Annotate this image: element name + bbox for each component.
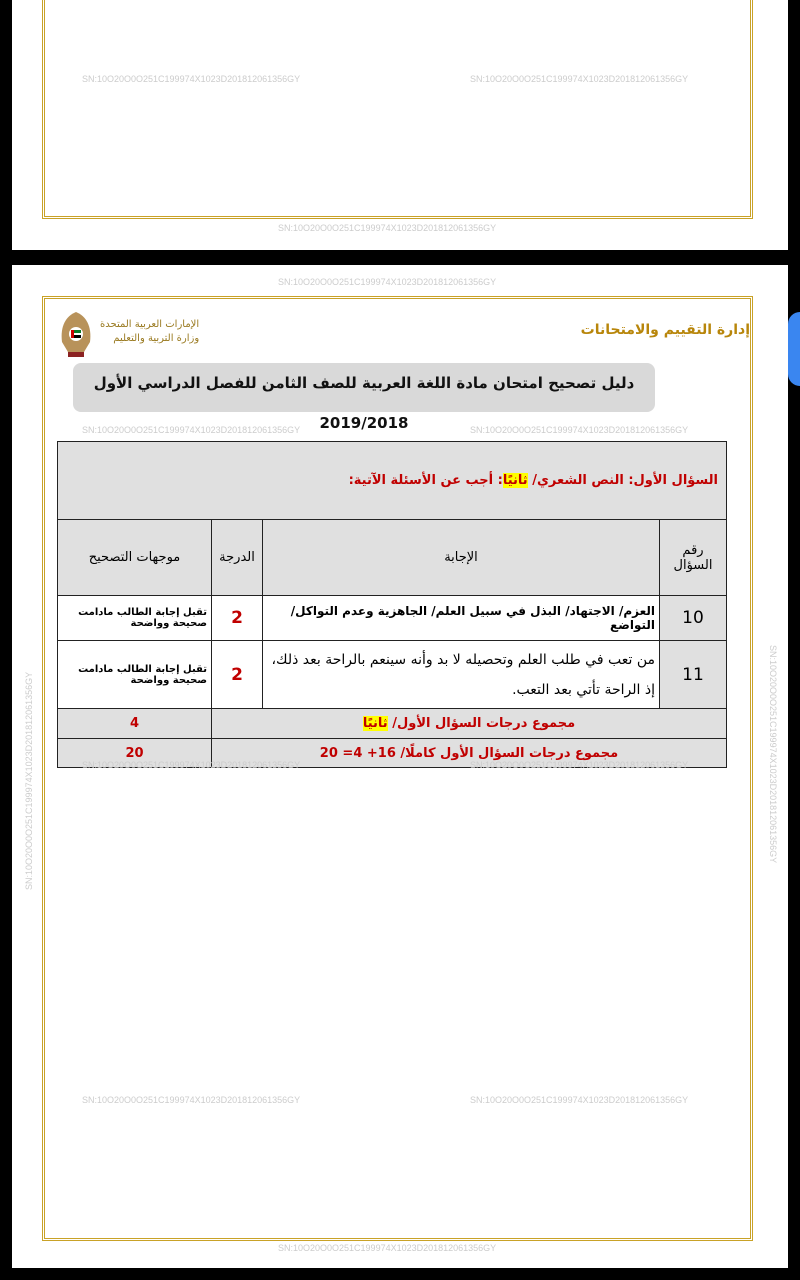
watermark: SN:10O20O0O251C199974X1023D201812061356GY bbox=[470, 1095, 689, 1105]
watermark: SN:10O20O0O251C199974X1023D201812061356GY bbox=[278, 277, 497, 287]
watermark: SN:10O20O0O251C199974X1023D201812061356GY bbox=[470, 760, 689, 770]
total-value: 20 bbox=[58, 739, 212, 768]
header-notes: موجهات التصحيح bbox=[58, 520, 212, 596]
question-number: 11 bbox=[660, 641, 727, 709]
answer-text: من تعب في طلب العلم وتحصيله لا بد وأنه سينعم بالراحة بعد ذلك، إذ الراحة تأتي بعد التعب. bbox=[263, 641, 660, 709]
total-label: مجموع درجات السؤال الأول كاملًا/ 16+ 4= 20 bbox=[212, 739, 727, 768]
watermark: SN:10O20O0O251C199974X1023D201812061356GY bbox=[82, 760, 301, 770]
side-scroll-handle[interactable] bbox=[788, 312, 800, 386]
subtotal-row bbox=[58, 709, 727, 739]
document-title: دليل تصحيح امتحان مادة اللغة العربية للصف الثامن للفصل الدراسي الأول 2019/2018 bbox=[73, 363, 655, 412]
watermark: SN:10O20O0O251C199974X1023D201812061356GY bbox=[82, 425, 301, 435]
grade-value: 2 bbox=[212, 641, 263, 709]
subtotal-highlight: ثانيًا bbox=[362, 716, 388, 731]
org-line-2: وزارة التربية والتعليم bbox=[113, 333, 200, 344]
uae-emblem-icon bbox=[58, 308, 94, 360]
answer-key-table bbox=[57, 441, 727, 768]
section-row bbox=[58, 442, 727, 520]
subtotal-value: 4 bbox=[58, 709, 212, 739]
watermark: SN:10O20O0O251C199974X1023D201812061356GY bbox=[82, 1095, 301, 1105]
watermark: SN:10O20O0O251C199974X1023D201812061356GY bbox=[278, 223, 497, 233]
section-highlight: ثانيًا bbox=[502, 473, 528, 488]
page-border bbox=[42, 0, 753, 219]
table-row bbox=[58, 596, 727, 641]
header-row bbox=[58, 520, 727, 596]
correction-note: تقبل إجابة الطالب مادامت صحيحة وواضحة bbox=[58, 596, 212, 641]
header-answer: الإجابة bbox=[263, 520, 660, 596]
subtotal-label: مجموع درجات السؤال الأول/ bbox=[387, 716, 576, 731]
section-title: السؤال الأول: النص الشعري/ bbox=[527, 473, 718, 488]
ministry-name bbox=[100, 318, 199, 346]
table-row bbox=[58, 641, 727, 709]
watermark: SN:10O20O0O251C199974X1023D201812061356GY bbox=[768, 645, 778, 864]
question-number: 10 bbox=[660, 596, 727, 641]
page-1 bbox=[12, 0, 788, 250]
department-name: إدارة التقييم والامتحانات bbox=[580, 322, 750, 338]
watermark: SN:10O20O0O251C199974X1023D201812061356GY bbox=[24, 671, 34, 890]
answer-text: العزم/ الاجتهاد/ البذل في سبيل العلم/ الجاهزية وعدم التواكل/ التواضع bbox=[263, 596, 660, 641]
watermark: SN:10O20O0O251C199974X1023D201812061356GY bbox=[470, 74, 689, 84]
grade-value: 2 bbox=[212, 596, 263, 641]
section-instruction: : أجب عن الأسئلة الآتية: bbox=[348, 473, 503, 488]
correction-note: تقبل إجابة الطالب مادامت صحيحة وواضحة bbox=[58, 641, 212, 709]
header-grade: الدرجة bbox=[212, 520, 263, 596]
watermark: SN:10O20O0O251C199974X1023D201812061356GY bbox=[278, 1243, 497, 1253]
watermark: SN:10O20O0O251C199974X1023D201812061356GY bbox=[82, 74, 301, 84]
watermark: SN:10O20O0O251C199974X1023D201812061356GY bbox=[470, 425, 689, 435]
header-number: رقم السؤال bbox=[660, 520, 727, 596]
org-line-1: الإمارات العربية المتحدة bbox=[100, 319, 200, 330]
